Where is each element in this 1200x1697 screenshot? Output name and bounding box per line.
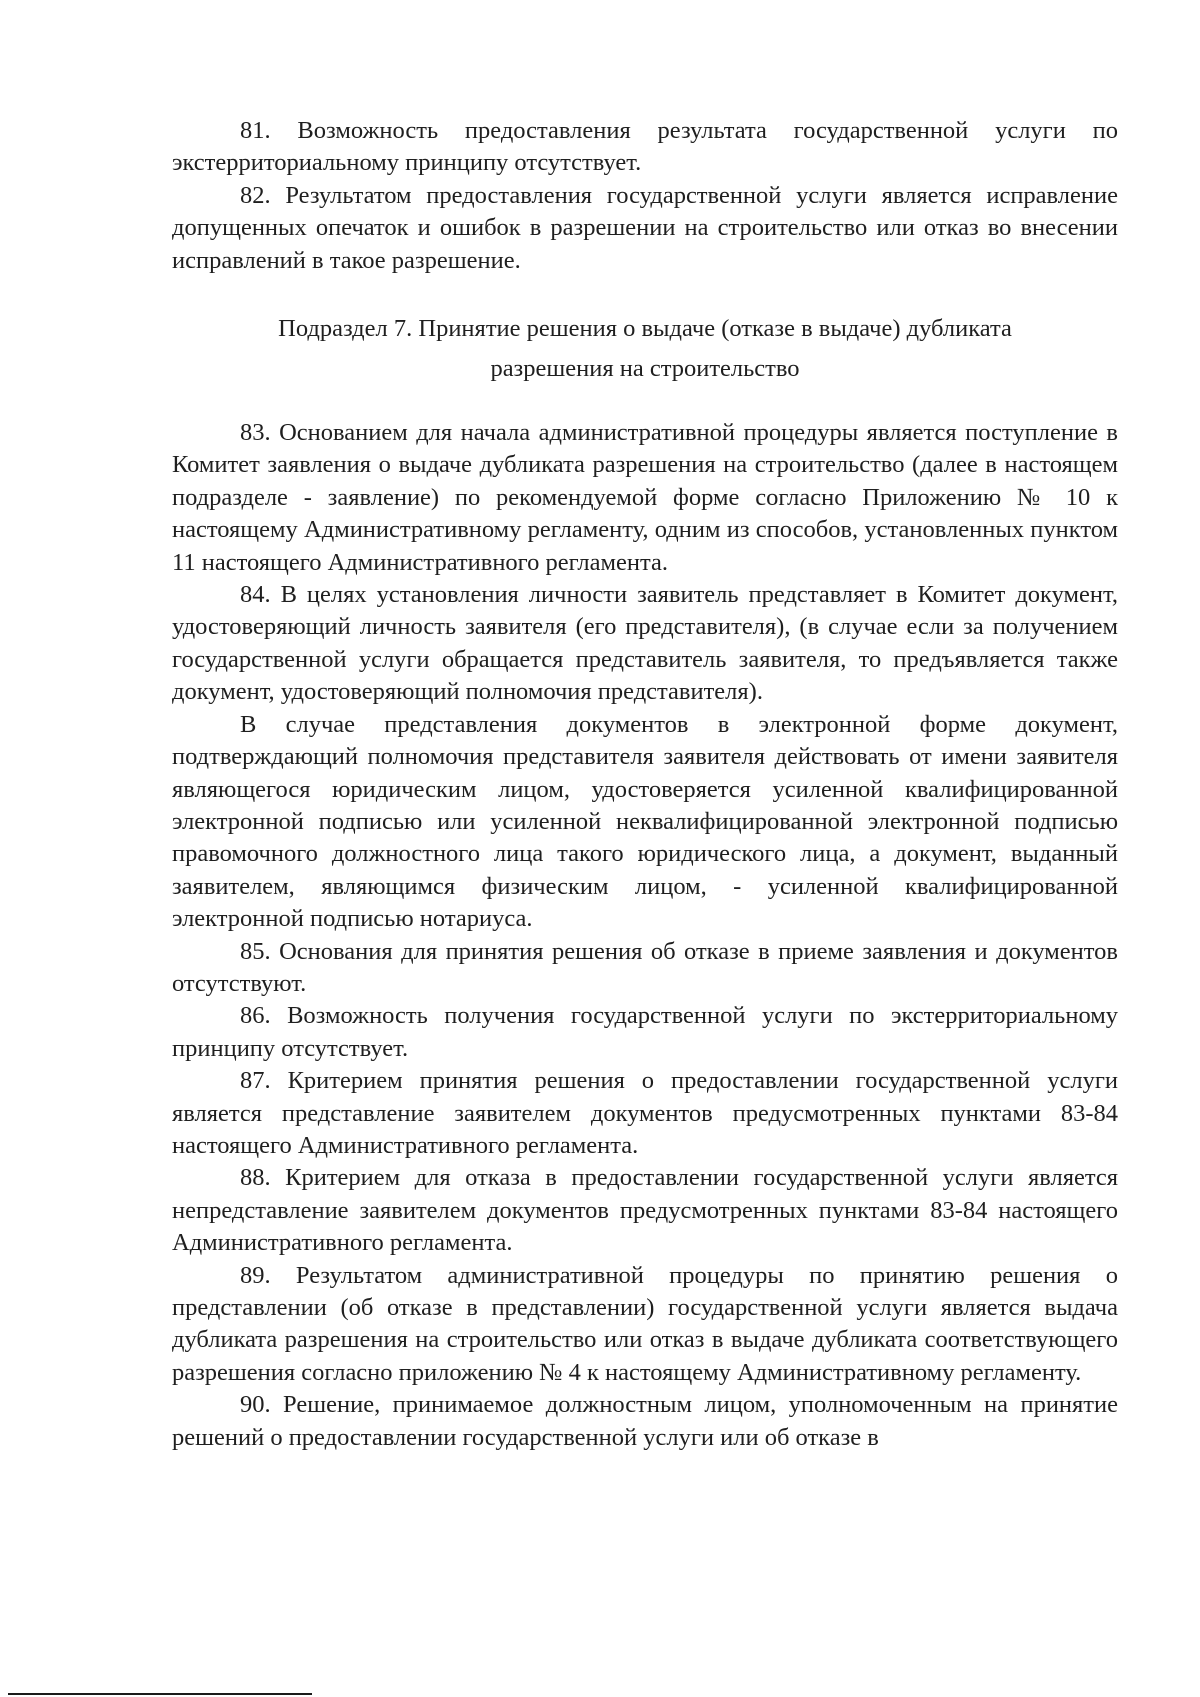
- paragraph-85: 85. Основания для принятия решения об отказе в приеме заявления и документов отсутствуют.: [172, 937, 1118, 997]
- paragraph-88: 88. Критерием для отказа в предоставлении государственной услуги является непредставление заявителем документов предусмотренных пунктами 83-84 настоящего Административного регламента.: [172, 1164, 1118, 1257]
- paragraph-90: 90. Решение, принимаемое должностным лицом, уполномоченным на принятие решений о предоставлении государственной услуги или об отказе в: [172, 1391, 1118, 1451]
- paragraph-84: 84. В целях установления личности заявитель представляет в Комитет документ, удостоверяющий личность заявителя (его представителя), (в случае если за получением государственной услуги обращается представитель заявителя, то предъявляется также документ, удостоверяющий полномочия представителя).: [172, 581, 1118, 706]
- footer-rule: [8, 1693, 312, 1695]
- paragraph-81: 81. Возможность предоставления результата государственной услуги по экстерриториальному принципу отсутствует.: [172, 117, 1118, 177]
- paragraph-87: 87. Критерием принятия решения о предоставлении государственной услуги является представление заявителем документов предусмотренных пунктами 83-84 настоящего Административного регламента.: [172, 1067, 1118, 1159]
- document-page: [172, 115, 1118, 1454]
- section-heading-line1: Подраздел 7. Принятие решения о выдаче (отказе в выдаче) дубликата: [278, 315, 1012, 343]
- paragraph-83: 83. Основанием для начала административной процедуры является поступление в Комитет заявления о выдаче дубликата разрешения на строительство (далее в настоящем подразделе - заявление) по рекомендуемой форме согласно Приложению № 10 к настоящему Административному регламенту, одним из способов, установленных пунктом 11 настоящего Административного регламента.: [172, 419, 1118, 576]
- paragraph-82: 82. Результатом предоставления государственной услуги является исправление допущенных опечаток и ошибок в разрешении на строительство или отказ во внесении исправлений в такое разрешение.: [172, 181, 1118, 274]
- paragraph-86: 86. Возможность получения государственной услуги по экстерриториальному принципу отсутствует.: [172, 1002, 1118, 1062]
- section-heading-line2: разрешения на строительство: [490, 355, 800, 383]
- section-heading: [172, 309, 1118, 389]
- paragraph-89: 89. Результатом административной процедуры по принятию решения о представлении (об отказе в представлении) государственной услуги является выдача дубликата разрешения на строительство или отказ в выдаче дубликата соответствующего разрешения согласно приложению № 4 к настоящему Административному регламенту.: [172, 1261, 1118, 1386]
- paragraph-84-electronic: В случае представления документов в электронной форме документ, подтверждающий полномочия представителя заявителя действовать от имени заявителя являющегося юридическим лицом, удостоверяется усиленной квалифицированной электронной подписью или усиленной неквалифицированной электронной подписью правомочного должностного лица такого юридического лица, а документ, выданный заявителем, являющимся физическим лицом, - усиленной квалифицированной электронной подписью нотариуса.: [172, 710, 1118, 933]
